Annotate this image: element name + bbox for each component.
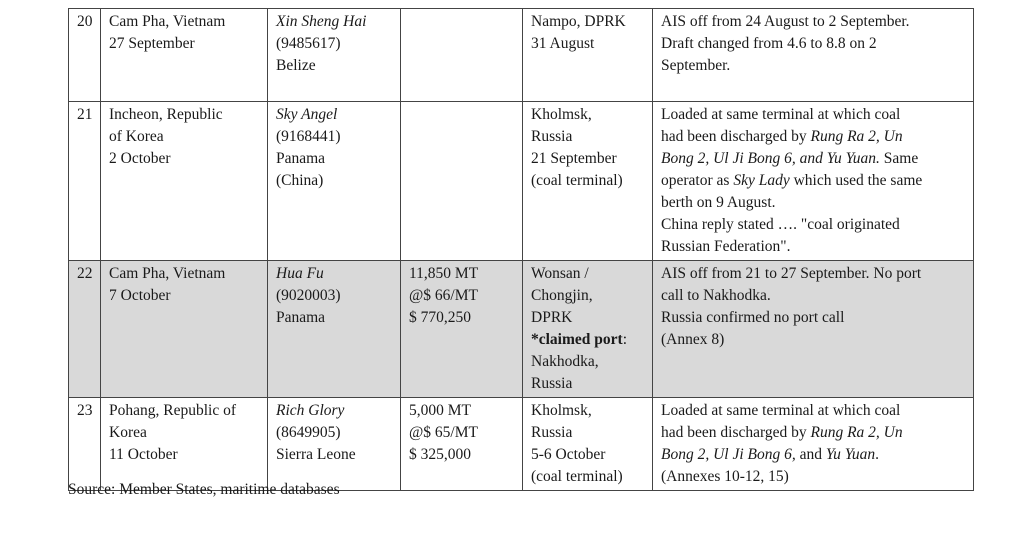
destination-cell-line: (coal terminal) [531,468,623,485]
text-segment: Yu Yuan [825,446,876,463]
destination-cell [523,261,653,398]
vessel-cell-line: Hua Fu [276,265,324,282]
remarks-cell-line [661,11,967,33]
remarks-cell-line [661,236,967,258]
remarks-cell-line [661,400,967,422]
loading-port-cell [101,9,268,102]
vessel-cell-line: Panama [276,150,326,167]
destination-cell-line [531,373,646,395]
vessel-table [68,8,974,491]
vessel-cell-line: Sierra Leone [276,446,356,463]
text-segment: AIS off from 24 August to 2 September. [661,13,910,30]
loading-port-cell-line: 7 October [109,287,171,304]
quantity-cell [401,261,523,398]
text-segment: Bong 2, Ul Ji Bong 6, [661,446,800,463]
quantity-cell-line: 11,850 MT [409,265,479,282]
loading-port-cell [101,261,268,398]
remarks-cell-line [661,444,967,466]
vessel-cell [268,398,401,491]
text-segment: Nakhodka, [531,353,599,370]
quantity-cell-line: $ 770,250 [409,309,471,326]
table-row [69,398,974,491]
text-segment: Draft changed from 4.6 to 8.8 on 2 [661,35,877,52]
text-segment: had been discharged by [661,424,811,441]
text-segment: Same [879,150,919,167]
vessel-cell-line: (9485617) [276,35,341,52]
destination-cell-line [531,263,646,285]
destination-cell-line: Russia [531,424,573,441]
destination-cell-line [531,285,646,307]
text-segment: Chongjin, [531,287,593,304]
vessel-cell [268,102,401,261]
loading-port-cell-line: Korea [109,424,147,441]
loading-port-cell-line: 27 September [109,35,195,52]
destination-cell-line: (coal terminal) [531,172,623,189]
text-segment: Rung Ra 2, Un [810,424,903,441]
quantity-cell-line: $ 325,000 [409,446,471,463]
text-segment: *claimed port [531,331,623,348]
destination-cell-line: Russia [531,128,573,145]
text-segment: . [875,446,880,463]
text-segment: DPRK [531,309,573,326]
text-segment: which used the same [789,172,923,189]
destination-cell-line [531,351,646,373]
text-segment: berth on 9 August. [661,194,776,211]
loading-port-cell-line: Cam Pha, Vietnam [109,265,226,282]
text-segment: Rung Ra 2, Un [810,128,903,145]
remarks-cell-line [661,104,967,126]
remarks-cell-line [661,126,967,148]
loading-port-cell-line: 11 October [109,446,178,463]
vessel-cell-line: Sky Angel [276,106,338,123]
row-number: 23 [69,398,101,491]
text-segment: (Annex 8) [661,331,725,348]
loading-port-cell-line: 2 October [109,150,171,167]
source-note: Source: Member States, maritime databases [68,481,340,498]
table-row [69,9,974,102]
destination-cell-line [531,329,646,351]
loading-port-cell-line: Incheon, Republic [109,106,223,123]
vessel-cell-line: (8649905) [276,424,341,441]
text-segment: Russia confirmed no port call [661,309,845,326]
remarks-cell [653,398,974,491]
text-segment: Russia [531,375,573,392]
text-segment: Sky Lady [733,172,790,189]
destination-cell-line: 5-6 October [531,446,606,463]
destination-cell [523,102,653,261]
remarks-cell [653,102,974,261]
table-body [69,9,974,491]
text-segment: and [799,446,826,463]
destination-cell-line: Nampo, DPRK [531,13,626,30]
quantity-cell-line: 5,000 MT [409,402,471,419]
destination-cell-line: 31 August [531,35,595,52]
remarks-cell-line [661,55,967,77]
quantity-cell-line: @$ 65/MT [409,424,478,441]
row-number: 20 [69,9,101,102]
loading-port-cell-line: Cam Pha, Vietnam [109,13,226,30]
quantity-cell [401,9,523,102]
quantity-cell [401,398,523,491]
remarks-cell [653,9,974,102]
remarks-cell-line [661,466,967,488]
vessel-cell-line: (9020003) [276,287,341,304]
vessel-cell [268,261,401,398]
destination-cell [523,398,653,491]
destination-cell-line: Kholmsk, [531,402,592,419]
loading-port-cell-line: Pohang, Republic of [109,402,236,419]
remarks-cell-line [661,285,967,307]
quantity-cell [401,102,523,261]
remarks-cell-line [661,192,967,214]
remarks-cell-line [661,214,967,236]
text-segment: had been discharged by [661,128,811,145]
text-segment: call to Nakhodka. [661,287,771,304]
destination-cell-line [531,307,646,329]
text-segment: China reply stated …. "coal originated [661,216,900,233]
remarks-cell-line [661,329,967,351]
text-segment: (Annexes 10-12, 15) [661,468,789,485]
loading-port-cell [101,102,268,261]
remarks-cell [653,261,974,398]
text-segment: AIS off from 21 to 27 September. No port [661,265,922,282]
text-segment: : [622,331,628,348]
table-row [69,261,974,398]
row-number: 21 [69,102,101,261]
vessel-cell-line: (China) [276,172,324,189]
remarks-cell-line [661,422,967,444]
vessel-cell-line: Belize [276,57,316,74]
loading-port-cell-line: of Korea [109,128,164,145]
destination-cell-line: Kholmsk, [531,106,592,123]
text-segment: Bong 2, Ul Ji Bong 6, and Yu Yuan. [661,150,880,167]
text-segment: Loaded at same terminal at which coal [661,106,901,123]
loading-port-cell [101,398,268,491]
remarks-cell-line [661,263,967,285]
vessel-cell-line: Xin Sheng Hai [276,13,367,30]
text-segment: September. [661,57,731,74]
remarks-cell-line [661,33,967,55]
remarks-cell-line [661,170,967,192]
vessel-cell-line: Rich Glory [276,402,345,419]
vessel-cell [268,9,401,102]
remarks-cell-line [661,148,967,170]
row-number: 22 [69,261,101,398]
vessel-cell-line: (9168441) [276,128,341,145]
remarks-cell-line [661,307,967,329]
text-segment: Russian Federation". [661,238,791,255]
destination-cell-line: 21 September [531,150,617,167]
text-segment: Loaded at same terminal at which coal [661,402,901,419]
destination-cell [523,9,653,102]
text-segment: Wonsan / [531,265,589,282]
table-row [69,102,974,261]
quantity-cell-line: @$ 66/MT [409,287,478,304]
vessel-cell-line: Panama [276,309,326,326]
text-segment: operator as [661,172,734,189]
